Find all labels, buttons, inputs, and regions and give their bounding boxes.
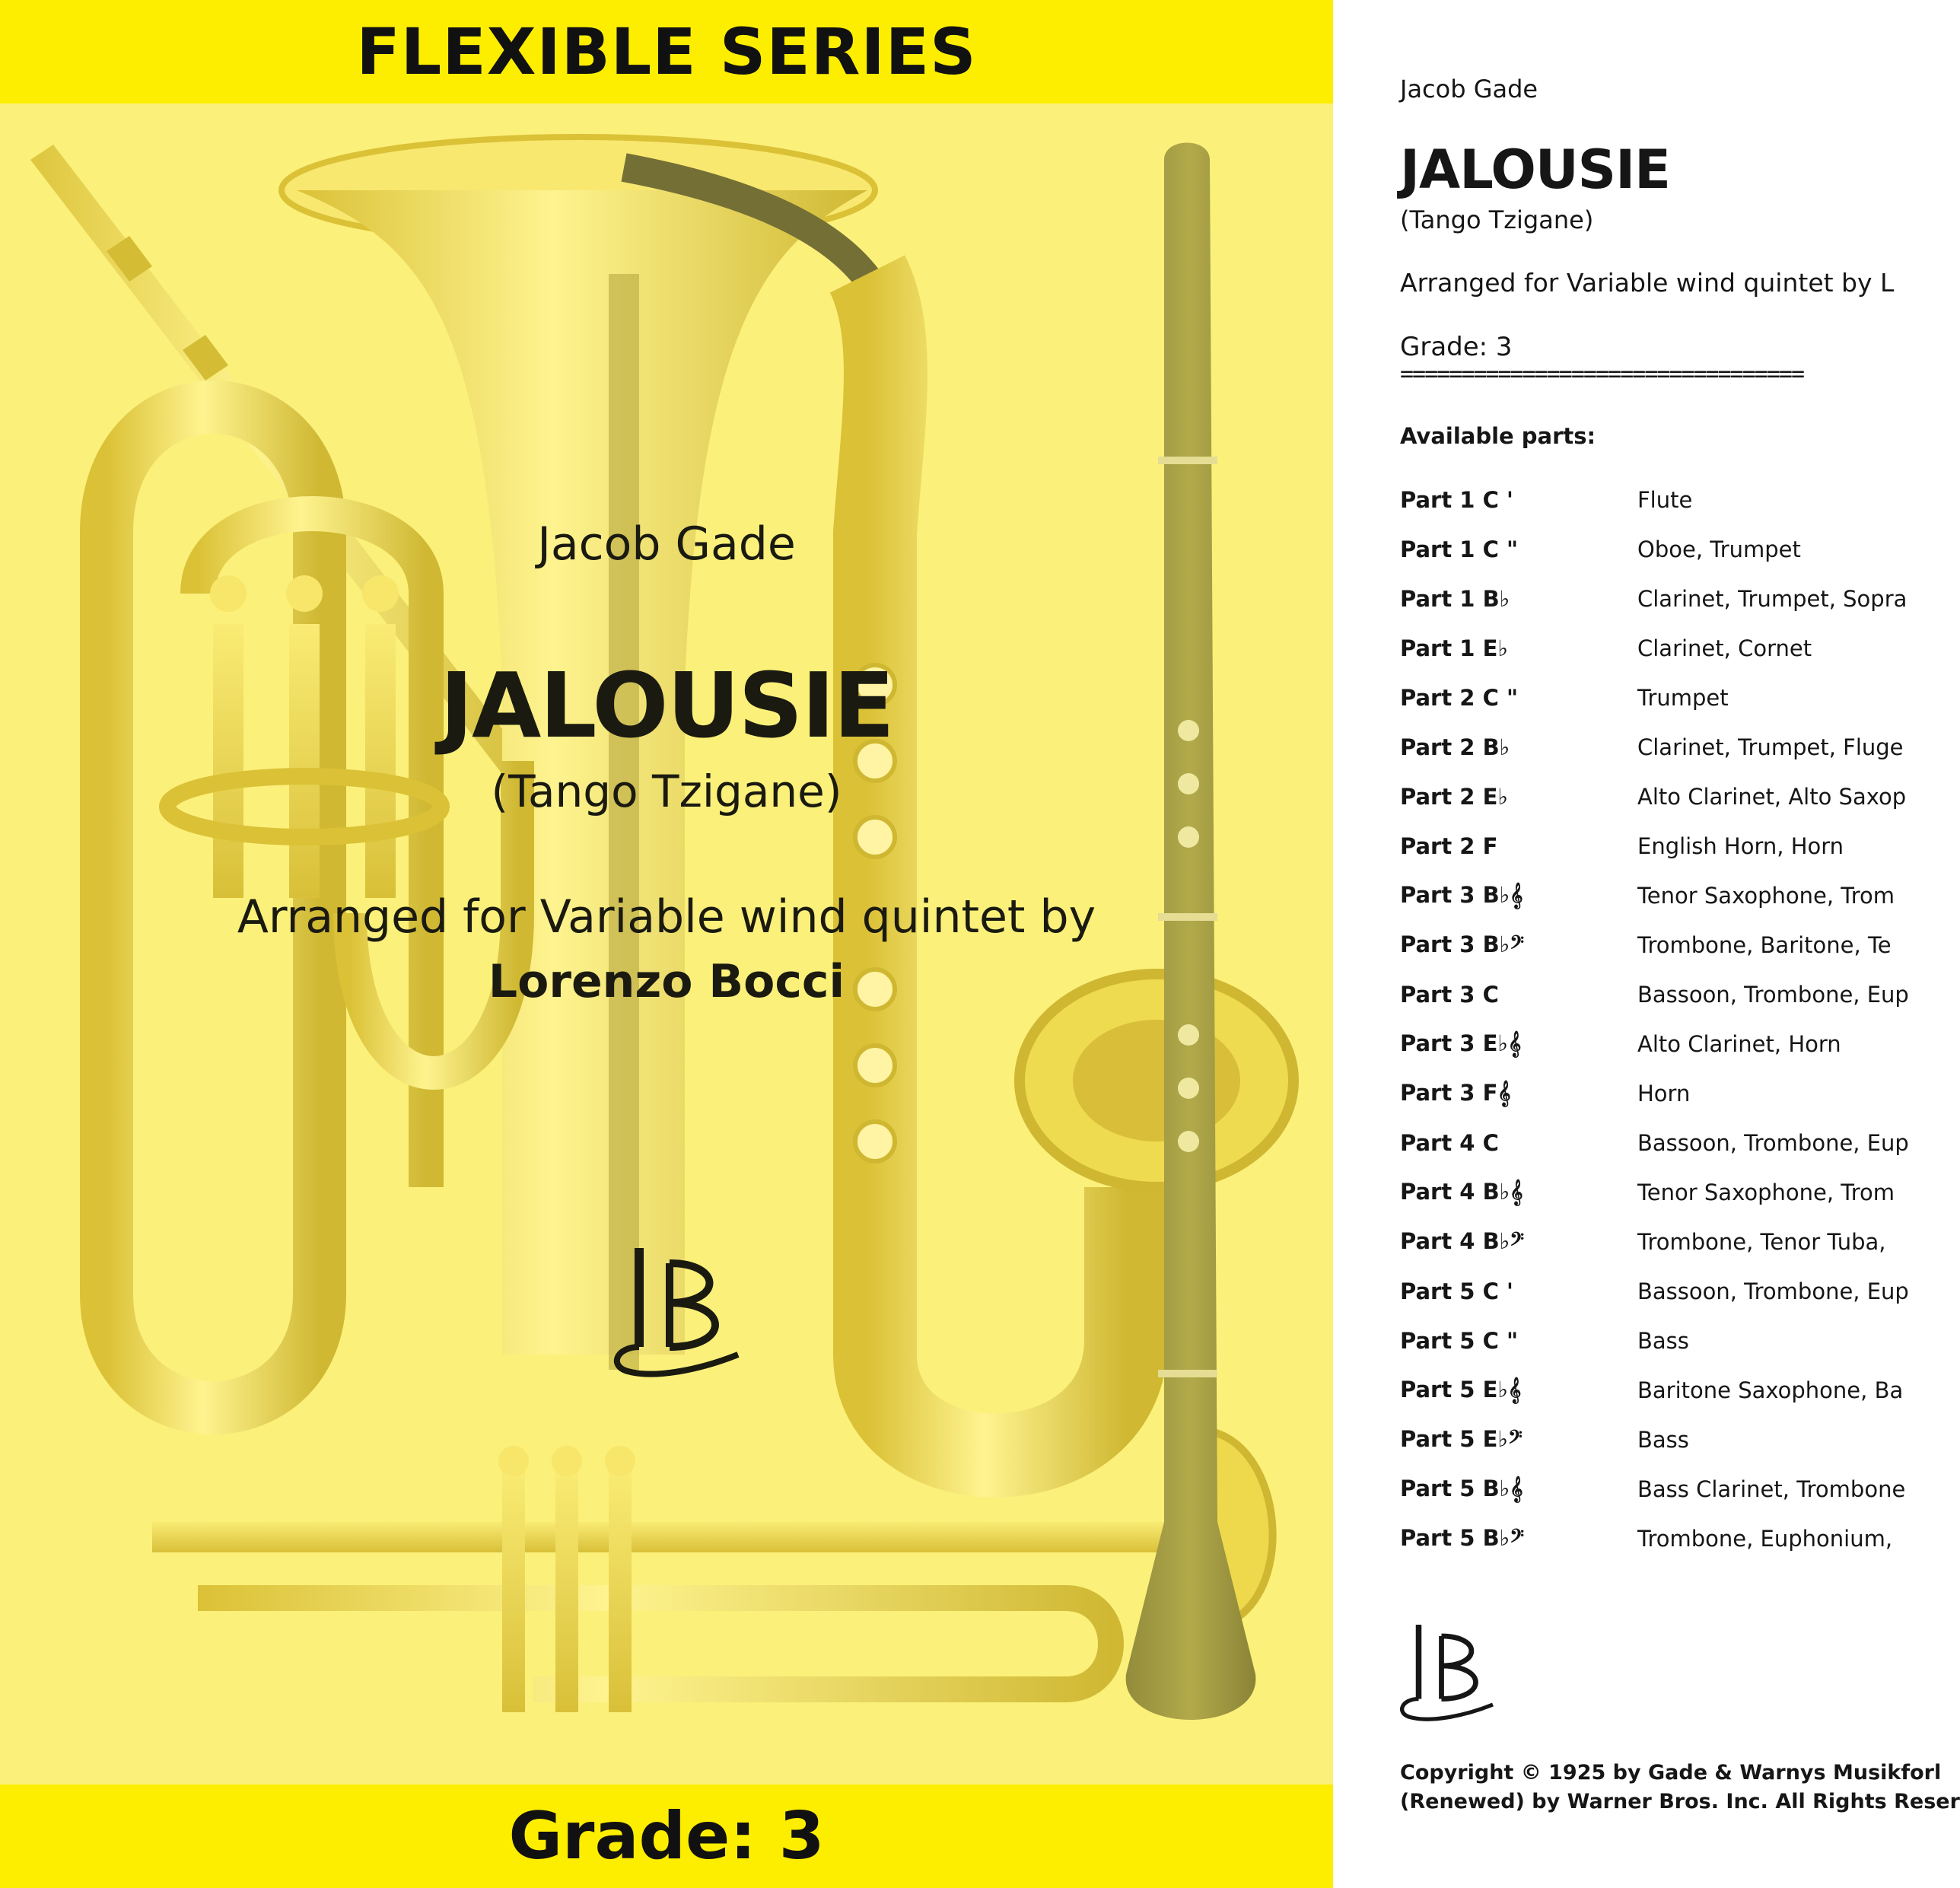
part-instruments: Alto Clarinet, Horn [1637,1030,1841,1057]
list-item [1400,772,1933,821]
separator-line: ================================= [1400,361,1804,387]
list-item [1400,574,1933,623]
info-grade: Grade: 3 [1400,332,1513,362]
part-name: Part 1 B♭ [1400,585,1510,612]
part-name: Part 5 B♭𝄞 [1400,1476,1523,1501]
part-instruments: Horn [1637,1080,1691,1106]
part-instruments: Trumpet [1637,684,1729,711]
part-name: Part 3 C [1400,981,1499,1008]
part-name: Part 3 F𝄞 [1400,1080,1511,1106]
part-instruments: Trombone, Baritone, Te [1637,931,1892,958]
list-item [1400,1167,1933,1217]
list-item [1400,1514,1933,1563]
list-item [1400,524,1933,574]
cover-arranger: Lorenzo Bocci [488,955,845,1008]
copyright-line-2: (Renewed) by Warner Bros. Inc. All Rights Reser [1400,1790,1960,1813]
part-name: Part 1 C " [1400,536,1519,562]
list-item [1400,1415,1933,1464]
part-instruments: Bass [1637,1426,1689,1453]
list-item [1400,1068,1933,1118]
part-instruments: Alto Clarinet, Alto Saxop [1637,783,1907,810]
list-item [1400,871,1933,920]
part-name: Part 5 B♭𝄢 [1400,1525,1525,1551]
cover-arranged-line: Arranged for Variable wind quintet by [237,890,1096,944]
list-item [1400,1217,1933,1266]
grade-banner [0,1785,1333,1888]
list-item [1400,673,1933,722]
series-banner [0,0,1333,103]
list-item [1400,920,1933,969]
part-name: Part 4 C [1400,1129,1499,1156]
part-instruments: Oboe, Trumpet [1637,536,1801,562]
info-page [1333,0,1960,1888]
part-name: Part 5 C ' [1400,1278,1513,1304]
available-parts-label: Available parts: [1400,423,1596,449]
cover-grade: Grade: 3 [508,1798,825,1874]
list-item [1400,475,1933,524]
part-name: Part 5 E♭𝄞 [1400,1377,1522,1402]
part-name: Part 1 C ' [1400,486,1513,513]
info-title: JALOUSIE [1400,138,1670,201]
part-instruments: Clarinet, Cornet [1637,635,1812,661]
part-name: Part 2 B♭ [1400,734,1510,760]
part-instruments: Trombone, Tenor Tuba, [1637,1228,1886,1255]
part-instruments: Bass [1637,1327,1689,1354]
list-item [1400,722,1933,772]
part-name: Part 3 E♭𝄞 [1400,1030,1522,1056]
list-item [1400,821,1933,871]
list-item [1400,1118,1933,1167]
info-arranged-line: Arranged for Variable wind quintet by L [1400,268,1895,298]
list-item [1400,969,1933,1019]
part-name: Part 2 C " [1400,684,1519,711]
part-name: Part 1 E♭ [1400,635,1509,661]
part-instruments: Clarinet, Trumpet, Fluge [1637,734,1904,760]
lb-logo [1394,1613,1500,1727]
list-item [1400,1464,1933,1514]
part-instruments: Tenor Saxophone, Trom [1637,1179,1895,1205]
copyright-line-1: Copyright © 1925 by Gade & Warnys Musikforl [1400,1761,1942,1785]
cover-composer: Jacob Gade [537,517,796,571]
part-name: Part 2 F [1400,833,1498,859]
lb-logo [609,1233,746,1385]
parts-list [1400,475,1933,1563]
info-composer: Jacob Gade [1400,75,1538,103]
series-title: FLEXIBLE SERIES [356,14,977,89]
part-instruments: Flute [1637,486,1693,513]
instruments-illustration [0,103,1333,1785]
part-instruments: Clarinet, Trumpet, Sopra [1637,585,1908,612]
cover-title: JALOUSIE [440,653,893,758]
part-name: Part 5 E♭𝄢 [1400,1426,1522,1452]
list-item [1400,623,1933,673]
part-instruments: Bassoon, Trombone, Eup [1637,1278,1909,1304]
part-name: Part 4 B♭𝄞 [1400,1179,1523,1205]
list-item [1400,1316,1933,1365]
list-item [1400,1365,1933,1415]
info-subtitle: (Tango Tzigane) [1400,205,1594,234]
part-instruments: Trombone, Euphonium, [1637,1525,1893,1552]
part-instruments: Bassoon, Trombone, Eup [1637,981,1909,1008]
cover-subtitle: (Tango Tzigane) [491,766,842,817]
list-item [1400,1019,1933,1068]
part-instruments: Baritone Saxophone, Ba [1637,1377,1904,1403]
part-name: Part 5 C " [1400,1327,1519,1354]
part-name: Part 4 B♭𝄢 [1400,1228,1525,1254]
part-name: Part 3 B♭𝄞 [1400,882,1523,908]
part-instruments: Tenor Saxophone, Trom [1637,882,1895,909]
part-name: Part 2 E♭ [1400,783,1509,810]
list-item [1400,1266,1933,1316]
part-instruments: English Horn, Horn [1637,833,1844,859]
part-instruments: Bassoon, Trombone, Eup [1637,1129,1909,1156]
part-instruments: Bass Clarinet, Trombone [1637,1476,1906,1502]
part-name: Part 3 B♭𝄢 [1400,931,1525,957]
